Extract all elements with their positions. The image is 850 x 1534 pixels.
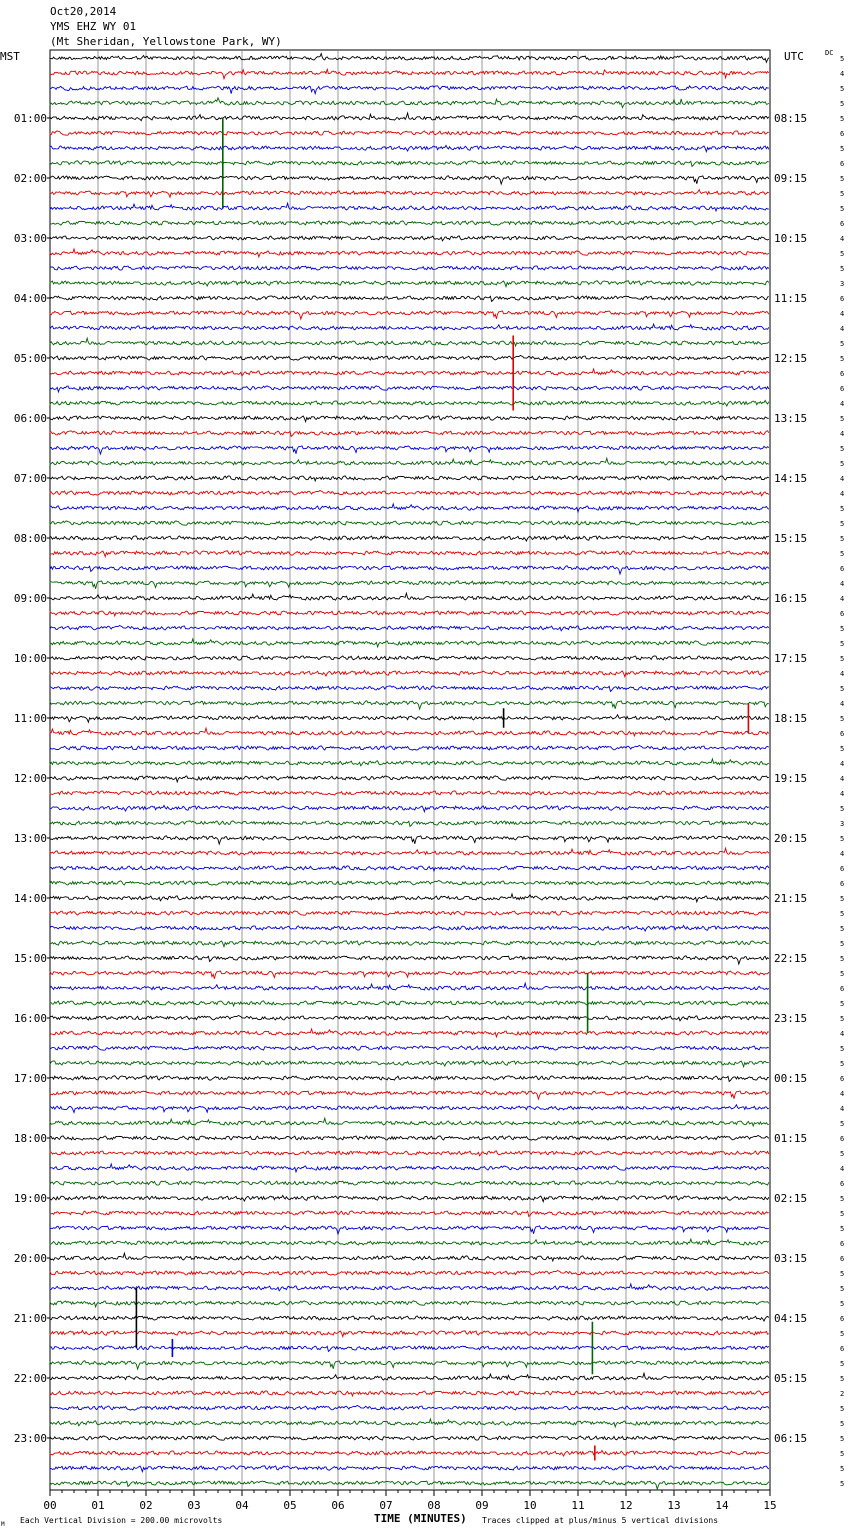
dc-offset-label: 5 (840, 685, 845, 693)
trace-line (50, 386, 769, 392)
left-hour-label: 09:00 (13, 592, 47, 605)
trace-line (50, 759, 769, 766)
trace-line (50, 566, 769, 574)
dc-offset-label: 6 (840, 1075, 845, 1083)
corner-mark: M (1, 1521, 5, 1528)
dc-offset-label: 5 (840, 940, 845, 948)
right-hour-label: 19:15 (774, 772, 808, 785)
left-hour-label: 10:00 (13, 652, 47, 665)
dc-offset-label: 5 (840, 340, 845, 348)
trace-line (50, 1284, 769, 1291)
right-hour-label: 01:15 (774, 1132, 808, 1145)
dc-offset-label: 5 (840, 625, 845, 633)
right-hour-label: 12:15 (774, 352, 808, 365)
dc-offset-label: 5 (840, 205, 845, 213)
x-tick-label: 10 (523, 1499, 537, 1512)
dc-offset-label: 5 (840, 190, 845, 198)
trace-line (50, 1419, 769, 1427)
right-hour-label: 21:15 (774, 892, 808, 905)
trace-line (50, 266, 769, 270)
right-hour-label: 09:15 (774, 172, 808, 185)
left-hour-label: 01:00 (13, 112, 47, 125)
trace-line (50, 338, 769, 346)
trace-line (50, 1046, 769, 1050)
trace-line (50, 1330, 769, 1336)
x-tick-label: 02 (139, 1499, 153, 1512)
trace-line (50, 848, 769, 855)
trace-line (50, 1239, 769, 1245)
x-tick-label: 08 (427, 1499, 441, 1512)
trace-line (50, 1316, 769, 1321)
dc-offset-label: 5 (840, 265, 845, 273)
right-hour-label: 08:15 (774, 112, 808, 125)
trace-line (50, 925, 769, 931)
dc-offset-label: 5 (840, 955, 845, 963)
dc-offset-label: 4 (840, 850, 845, 858)
clip-note: Traces clipped at plus/minus 5 vertical divisions (482, 1516, 719, 1525)
trace-line (50, 625, 769, 630)
dc-offset-label: 5 (840, 115, 845, 123)
left-hour-label: 16:00 (13, 1012, 47, 1025)
dc-offset-label: 4 (840, 775, 845, 783)
x-tick-label: 06 (331, 1499, 345, 1512)
trace-line (50, 971, 769, 979)
right-hour-label: 23:15 (774, 1012, 808, 1025)
trace-line (50, 54, 769, 63)
axis-labels (14, 55, 844, 1512)
trace-line (50, 656, 769, 660)
trace-line (50, 1181, 769, 1185)
trace-line (50, 670, 769, 676)
trace-line (50, 1301, 769, 1307)
left-hour-label: 08:00 (13, 532, 47, 545)
trace-line (50, 1151, 769, 1156)
x-tick-label: 07 (379, 1499, 393, 1512)
trace-line (50, 701, 769, 709)
trace-line (50, 296, 769, 302)
dc-offset-label: 4 (840, 670, 845, 678)
right-hour-label: 20:15 (774, 832, 808, 845)
left-hour-label: 15:00 (13, 952, 47, 965)
dc-offset-label: 6 (840, 370, 845, 378)
dc-offset-label: 5 (840, 1270, 845, 1278)
dc-offset-label: 6 (840, 865, 845, 873)
dc-offset-label: 5 (840, 175, 845, 183)
dc-offset-label: 4 (840, 400, 845, 408)
x-tick-label: 13 (667, 1499, 681, 1512)
dc-offset-label: 6 (840, 130, 845, 138)
station-title: YMS EHZ WY 01 (50, 20, 137, 33)
left-hour-label: 06:00 (13, 412, 47, 425)
right-hour-label: 16:15 (774, 592, 808, 605)
dc-offset-label: 5 (840, 1060, 845, 1068)
x-tick-label: 03 (187, 1499, 201, 1512)
trace-line (50, 431, 769, 437)
trace-line (50, 1015, 769, 1020)
trace-line (50, 639, 769, 647)
trace-line (50, 894, 769, 902)
left-hour-label: 14:00 (13, 892, 47, 905)
dc-offset-label: 5 (840, 505, 845, 513)
trace-line (50, 581, 769, 589)
dc-offset-label: 4 (840, 310, 845, 318)
left-hour-label: 19:00 (13, 1192, 47, 1205)
dc-label: DC (825, 49, 834, 57)
trace-line (50, 236, 769, 241)
dc-offset-label: 6 (840, 730, 845, 738)
trace-line (50, 1001, 769, 1006)
dc-offset-label: 6 (840, 220, 845, 228)
trace-line (50, 1135, 769, 1140)
dc-offset-label: 5 (840, 1210, 845, 1218)
x-tick-label: 09 (475, 1499, 489, 1512)
dc-offset-label: 6 (840, 385, 845, 393)
dc-offset-label: 5 (840, 1015, 845, 1023)
dc-offset-label: 5 (840, 520, 845, 528)
dc-offset-label: 3 (840, 820, 845, 828)
dc-offset-label: 5 (840, 1360, 845, 1368)
dc-offset-label: 5 (840, 1435, 845, 1443)
trace-line (50, 416, 769, 422)
trace-line (50, 956, 769, 964)
dc-offset-label: 4 (840, 235, 845, 243)
left-hour-label: 23:00 (13, 1432, 47, 1445)
trace-line (50, 1270, 769, 1275)
trace-line (50, 745, 769, 750)
trace-line (50, 86, 769, 94)
dc-offset-label: 6 (840, 610, 845, 618)
left-hour-label: 13:00 (13, 832, 47, 845)
trace-line (50, 1164, 769, 1172)
location-title: (Mt Sheridan, Yellowstone Park, WY) (50, 35, 282, 48)
dc-offset-label: 5 (840, 1405, 845, 1413)
dc-offset-label: 5 (840, 1465, 845, 1473)
right-hour-label: 03:15 (774, 1252, 808, 1265)
dc-offset-label: 5 (840, 895, 845, 903)
right-hour-label: 15:15 (774, 532, 808, 545)
trace-line (50, 728, 769, 736)
dc-offset-label: 5 (840, 1225, 845, 1233)
left-hour-label: 11:00 (13, 712, 47, 725)
left-hour-label: 21:00 (13, 1312, 47, 1325)
left-hour-label: 17:00 (13, 1072, 47, 1085)
dc-offset-label: 5 (840, 715, 845, 723)
trace-line (50, 1466, 769, 1472)
dc-offset-label: 4 (840, 580, 845, 588)
dc-offset-label: 5 (840, 355, 845, 363)
dc-offset-label: 5 (840, 1150, 845, 1158)
dc-offset-label: 4 (840, 790, 845, 798)
scale-note: Each Vertical Division = 200.00 microvolts (20, 1516, 223, 1525)
dc-offset-label: 6 (840, 880, 845, 888)
trace-line (50, 324, 769, 330)
trace-line (50, 446, 769, 454)
date-title: Oct20,2014 (50, 5, 117, 18)
trace-line (50, 805, 769, 811)
trace-line (50, 1405, 769, 1410)
x-tick-label: 15 (763, 1499, 777, 1512)
dc-offset-label: 6 (840, 1345, 845, 1353)
trace-line (50, 941, 769, 947)
left-hour-label: 04:00 (13, 292, 47, 305)
dc-offset-label: 4 (840, 70, 845, 78)
trace-line (50, 1346, 769, 1352)
dc-offset-label: 6 (840, 565, 845, 573)
trace-line (50, 355, 769, 360)
x-tick-label: 12 (619, 1499, 633, 1512)
trace-line (50, 369, 769, 376)
trace-line (50, 535, 769, 541)
dc-offset-label: 5 (840, 655, 845, 663)
trace-line (50, 311, 769, 319)
dc-offset-label: 5 (840, 250, 845, 258)
x-tick-label: 00 (43, 1499, 57, 1512)
trace-line (50, 69, 769, 78)
right-hour-label: 05:15 (774, 1372, 808, 1385)
trace-line (50, 551, 769, 557)
dc-offset-label: 5 (840, 1375, 845, 1383)
trace-line (50, 1226, 769, 1234)
dc-offset-label: 4 (840, 760, 845, 768)
dc-offset-label: 6 (840, 1240, 845, 1248)
trace-line (50, 145, 769, 151)
trace-line (50, 821, 769, 827)
dc-offset-label: 5 (840, 805, 845, 813)
x-tick-label: 01 (91, 1499, 105, 1512)
right-hour-label: 06:15 (774, 1432, 808, 1445)
trace-line (50, 776, 769, 782)
trace-line (50, 220, 769, 225)
utc-label: UTC (784, 50, 804, 63)
left-hour-label: 07:00 (13, 472, 47, 485)
dc-offset-label: 6 (840, 985, 845, 993)
dc-offset-label: 5 (840, 145, 845, 153)
trace-line (50, 504, 769, 512)
dc-offset-label: 5 (840, 100, 845, 108)
dc-offset-label: 4 (840, 595, 845, 603)
dc-offset-label: 5 (840, 535, 845, 543)
dc-offset-label: 5 (840, 1480, 845, 1488)
trace-line (50, 490, 769, 495)
dc-offset-label: 5 (840, 925, 845, 933)
trace-line (50, 1076, 769, 1082)
trace-line (50, 1253, 769, 1261)
trace-line (50, 1118, 769, 1126)
right-hour-label: 22:15 (774, 952, 808, 965)
dc-offset-label: 5 (840, 1120, 845, 1128)
trace-line (50, 611, 769, 616)
mst-label: MST (0, 50, 20, 63)
trace-line (50, 280, 769, 286)
trace-line (50, 593, 769, 600)
dc-offset-label: 4 (840, 475, 845, 483)
dc-offset-label: 5 (840, 1420, 845, 1428)
dc-offset-label: 5 (840, 460, 845, 468)
dc-offset-label: 5 (840, 415, 845, 423)
trace-line (50, 1211, 769, 1217)
dc-offset-label: 5 (840, 1300, 845, 1308)
trace-line (50, 911, 769, 915)
trace-line (50, 686, 769, 692)
dc-offset-label: 5 (840, 55, 845, 63)
right-hour-label: 04:15 (774, 1312, 808, 1325)
trace-line (50, 161, 769, 167)
trace-line (50, 131, 769, 135)
dc-offset-label: 4 (840, 1105, 845, 1113)
dc-offset-label: 5 (840, 835, 845, 843)
dc-offset-label: 4 (840, 1090, 845, 1098)
dc-offset-label: 4 (840, 700, 845, 708)
trace-line (50, 1450, 769, 1456)
dc-offset-label: 6 (840, 1255, 845, 1263)
left-hour-label: 05:00 (13, 352, 47, 365)
dc-offset-label: 5 (840, 85, 845, 93)
dc-offset-label: 4 (840, 430, 845, 438)
trace-line (50, 1361, 769, 1369)
x-tick-label: 14 (715, 1499, 729, 1512)
trace-line (50, 400, 769, 406)
dc-offset-label: 5 (840, 970, 845, 978)
trace-line (50, 98, 769, 108)
right-hour-label: 13:15 (774, 412, 808, 425)
dc-offset-label: 4 (840, 325, 845, 333)
dc-offset-label: 5 (840, 1000, 845, 1008)
trace-line (50, 1105, 769, 1113)
x-axis-title: TIME (MINUTES) (374, 1512, 467, 1525)
left-hour-label: 12:00 (13, 772, 47, 785)
trace-line (50, 476, 769, 481)
left-hour-label: 18:00 (13, 1132, 47, 1145)
dc-offset-label: 3 (840, 280, 845, 288)
dc-offset-label: 5 (840, 1285, 845, 1293)
left-hour-label: 20:00 (13, 1252, 47, 1265)
trace-line (50, 1195, 769, 1201)
trace-line (50, 190, 769, 198)
dc-offset-label: 5 (840, 445, 845, 453)
dc-offset-label: 6 (840, 160, 845, 168)
dc-offset-label: 5 (840, 910, 845, 918)
right-hour-label: 10:15 (774, 232, 808, 245)
trace-line (50, 203, 769, 211)
dc-offset-label: 6 (840, 1135, 845, 1143)
trace-line (50, 249, 769, 257)
x-tick-label: 04 (235, 1499, 249, 1512)
trace-line (50, 866, 769, 871)
dc-offset-label: 5 (840, 1330, 845, 1338)
right-hour-label: 18:15 (774, 712, 808, 725)
x-tick-label: 05 (283, 1499, 297, 1512)
right-hour-label: 00:15 (774, 1072, 808, 1085)
dc-offset-label: 5 (840, 1195, 845, 1203)
trace-line (50, 715, 769, 723)
trace-line (50, 1091, 769, 1099)
left-hour-label: 22:00 (13, 1372, 47, 1385)
trace-line (50, 521, 769, 525)
left-hour-label: 03:00 (13, 232, 47, 245)
dc-offset-label: 4 (840, 490, 845, 498)
dc-offset-label: 5 (840, 640, 845, 648)
trace-line (50, 1373, 769, 1380)
dc-offset-label: 4 (840, 1165, 845, 1173)
dc-offset-label: 5 (840, 550, 845, 558)
dc-offset-label: 5 (840, 1450, 845, 1458)
trace-line (50, 1060, 769, 1066)
x-tick-label: 11 (571, 1499, 585, 1512)
trace-line (50, 983, 769, 990)
right-hour-label: 02:15 (774, 1192, 808, 1205)
trace-line (50, 1029, 769, 1037)
left-hour-label: 02:00 (13, 172, 47, 185)
dc-offset-label: 2 (840, 1390, 845, 1398)
trace-line (50, 1436, 769, 1440)
trace-line (50, 1391, 769, 1396)
dc-offset-label: 5 (840, 745, 845, 753)
dc-offset-label: 6 (840, 1180, 845, 1188)
trace-line (50, 113, 769, 121)
trace-line (50, 176, 769, 184)
right-hour-label: 14:15 (774, 472, 808, 485)
dc-offset-label: 5 (840, 1045, 845, 1053)
dc-offset-label: 6 (840, 295, 845, 303)
dc-offset-label: 6 (840, 1315, 845, 1323)
trace-line (50, 880, 769, 885)
trace-group (50, 54, 769, 1490)
right-hour-label: 17:15 (774, 652, 808, 665)
trace-line (50, 791, 769, 795)
trace-line (50, 836, 769, 844)
trace-line (50, 1481, 769, 1489)
trace-line (50, 458, 769, 465)
right-hour-label: 11:15 (774, 292, 808, 305)
dc-offset-label: 4 (840, 1030, 845, 1038)
